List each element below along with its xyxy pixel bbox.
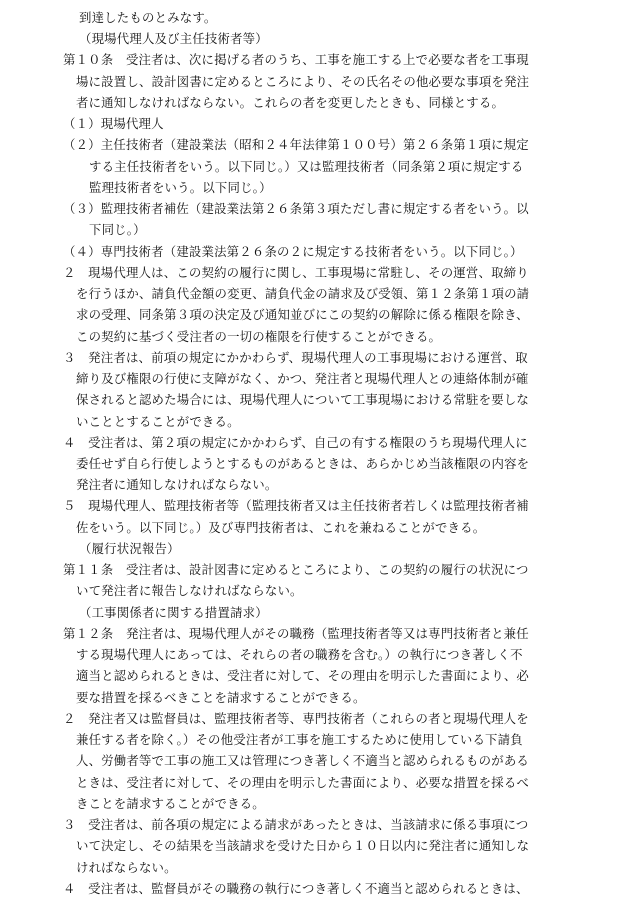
text-line: いて決定し、その結果を当該請求を受けた日から１０日以内に発注者に通知しな <box>76 838 530 854</box>
section-heading: （工事関係者に関する措置請求） <box>79 604 268 620</box>
article-10-text: 第１０条 受注者は、次に掲げる者のうち、工事を施工する上で必要な者を工事現 <box>63 52 529 68</box>
list-item: （１）現場代理人 <box>63 116 164 132</box>
text-line: 保されると認めた場合には、現場代理人について工事現場における常駐を要しな <box>76 392 530 408</box>
text-line: 兼任する者を除く。）その他受注者が工事を施工するために使用している下請負 <box>76 732 523 748</box>
text-line: 人、労働者等で工事の施工又は管理につき著しく不適当と認められるものがある <box>76 753 530 769</box>
text-line: 下同じ。） <box>89 222 146 238</box>
paragraph-line: ２ 現場代理人は、この契約の履行に関し、工事現場に常駐し、その運営、取締り <box>63 264 529 280</box>
article-12-text: 第１２条 発注者は、現場代理人がその職務（監理技術者等又は専門技術者と兼任 <box>63 625 529 641</box>
text-line: を行うほか、請負代金額の変更、請負代金の請求及び受領、第１２条第１項の請 <box>76 286 530 302</box>
text-line: 適当と認められるときは、受注者に対して、その理由を明示した書面により、必 <box>76 668 530 684</box>
paragraph-line: ２ 発注者又は監督員は、監理技術者等、専門技術者（これらの者と現場代理人を <box>63 710 529 726</box>
article-11-text: 第１１条 受注者は、設計図書に定めるところにより、この契約の履行の状況につ <box>63 562 529 578</box>
text-line: 監理技術者をいう。以下同じ。） <box>89 179 272 195</box>
text-line: 求の受理、同条第３項の決定及び通知並びにこの契約の解除に係る権限を除き、 <box>76 307 529 323</box>
text-line: 場に設置し、設計図書に定めるところにより、その氏名その他必要な事項を発注 <box>76 73 530 89</box>
text-line: する主任技術者をいう。以下同じ。）又は監理技術者（同条第２項に規定する <box>89 158 524 174</box>
section-heading: （現場代理人及び主任技術者等） <box>79 31 268 47</box>
list-item: （２）主任技術者（建設業法（昭和２４年法律第１００号）第２６条第１項に規定 <box>63 137 529 153</box>
text-line: この契約に基づく受注者の一切の権限を行使することができる。 <box>76 328 442 344</box>
list-item: （４）専門技術者（建設業法第２６条の２に規定する技術者をいう。以下同じ。） <box>63 243 523 259</box>
text-line: 要な措置を採るべきことを請求することができる。 <box>76 689 366 705</box>
paragraph-line: ４ 受注者は、監督員がその職務の執行につき著しく不適当と認められるときは、 <box>63 880 529 896</box>
text-line: する現場代理人にあっては、それらの者の職務を含む。）の執行につき著しく不 <box>76 647 523 663</box>
paragraph-line: ３ 発注者は、前項の規定にかかわらず、現場代理人の工事現場における運営、取 <box>63 349 528 365</box>
text-line: いこととすることができる。 <box>76 413 240 429</box>
text-line: 締り及び権限の行使に支障がなく、かつ、発注者と現場代理人との連絡体制が確 <box>76 371 529 387</box>
text-line: 佐をいう。以下同じ。）及び専門技術者は、これを兼ねることができる。 <box>76 519 486 535</box>
text-line: 者に通知しなければならない。これらの者を変更したときも、同様とする。 <box>76 94 505 110</box>
paragraph-line: ４ 受注者は、第２項の規定にかかわらず、自己の有する権限のうち現場代理人に <box>63 434 528 450</box>
list-item: （３）監理技術者補佐（建設業法第２６条第３項ただし書に規定する者をいう。以 <box>63 201 529 217</box>
paragraph-line: ３ 受注者は、前各項の規定による請求があったときは、当該請求に係る事項につ <box>63 817 529 833</box>
section-heading: （履行状況報告） <box>79 540 180 556</box>
paragraph-line: ５ 現場代理人、監理技術者等（監理技術者又は主任技術者若しくは監理技術者補 <box>63 498 529 514</box>
text-line: 委任せず自ら行使しようとするものがあるときは、あらかじめ当該権限の内容を <box>76 456 530 471</box>
text-line: 到達したものとみなす。 <box>79 10 217 25</box>
text-line: 発注者に通知しなければならない。 <box>76 477 278 493</box>
text-line: いて発注者に報告しなければならない。 <box>76 583 303 599</box>
text-line: きことを請求することができる。 <box>76 795 265 811</box>
text-line: ければならない。 <box>76 859 177 875</box>
text-line: ときは、受注者に対して、その理由を明示した書面により、必要な措置を採るべ <box>76 774 530 790</box>
